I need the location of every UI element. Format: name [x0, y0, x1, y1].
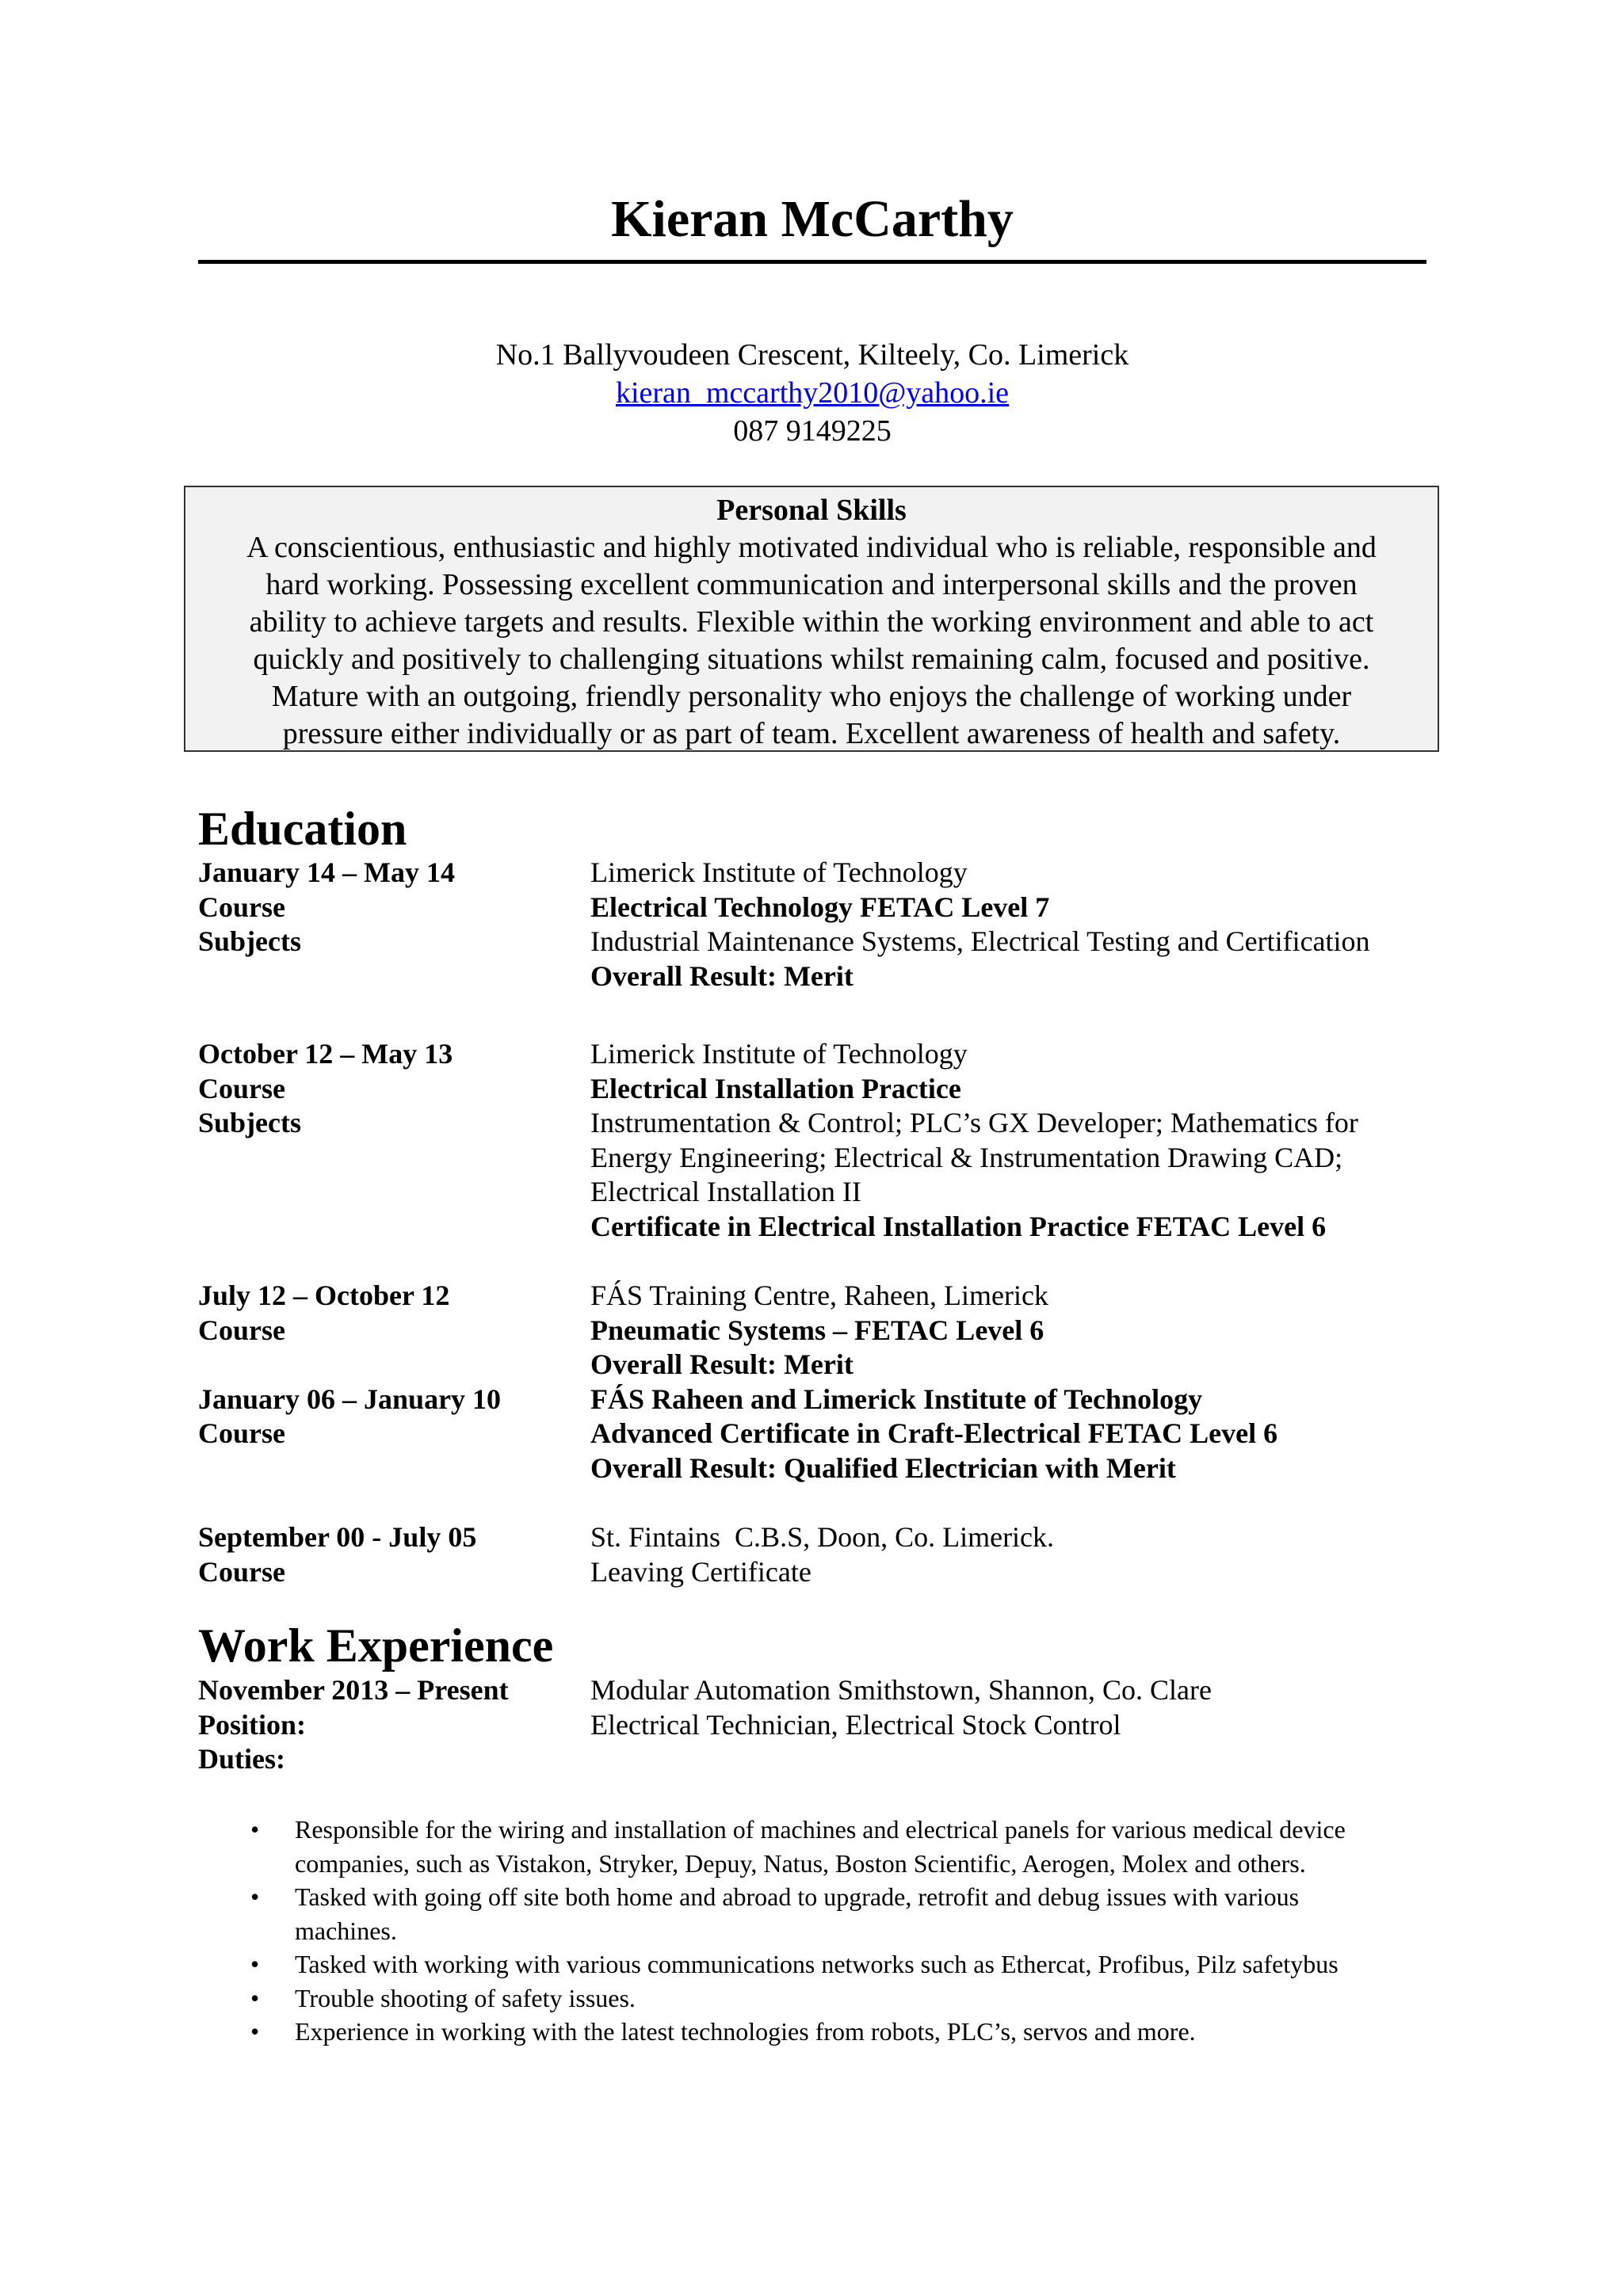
row-value: Pneumatic Systems – FETAC Level 6 [590, 1314, 1044, 1346]
row-label: Course [198, 1417, 285, 1449]
row-value: Advanced Certificate in Craft-Electrical FETAC Level 6 [590, 1417, 1278, 1449]
education-heading: Education [198, 803, 407, 855]
row-label [198, 1348, 590, 1383]
personal-skills-box [184, 486, 1439, 752]
education-row [198, 1141, 1466, 1176]
row-value: Electrical Installation Practice [590, 1072, 961, 1104]
row-value: FÁS Training Centre, Raheen, Limerick [590, 1280, 1048, 1311]
education-entry [198, 1520, 1466, 1589]
duty-line: Trouble shooting of safety issues. [295, 1983, 636, 2012]
row-label: November 2013 – Present [198, 1674, 509, 1706]
education-entry [198, 1037, 1466, 1244]
row-value: Modular Automation Smithstown, Shannon, Co. Clare [590, 1674, 1212, 1706]
row-label: Course [198, 1314, 285, 1346]
education-entry [198, 856, 1466, 994]
row-label: October 12 – May 13 [198, 1038, 453, 1070]
personal-skills-line: pressure either individually or as part of team. Excellent awareness of health and safety. [282, 717, 1341, 750]
education-row [198, 1451, 1466, 1486]
personal-skills-line: A conscientious, enthusiastic and highly motivated individual who is reliable, responsible and [246, 531, 1377, 564]
row-value: FÁS Raheen and Limerick Institute of Technology [590, 1383, 1203, 1415]
duty-item [246, 2015, 1450, 2049]
row-label: Duties: [198, 1743, 285, 1775]
bullet-icon: • [250, 2017, 260, 2046]
row-value: Certificate in Electrical Installation Practice FETAC Level 6 [590, 1210, 1327, 1242]
duty-line: Tasked with working with various communications networks such as Ethercat, Profibus, Pilz safetybus [295, 1950, 1338, 1978]
education-row [198, 1037, 1466, 1072]
row-label [198, 959, 590, 994]
duty-item [246, 1813, 1450, 1880]
personal-skills-line: ability to achieve targets and results. Flexible within the working environment and able to act [249, 605, 1374, 639]
row-label: Subjects [198, 925, 302, 957]
duty-line: Tasked with going off site both home and abroad to upgrade, retrofit and debug issues with various [295, 1882, 1300, 1911]
work-row [198, 1708, 1466, 1743]
education-row [198, 1520, 1466, 1555]
row-label [198, 1210, 590, 1245]
row-value: Electrical Installation II [590, 1176, 861, 1207]
bullet-icon: • [250, 1983, 260, 2012]
personal-skills-line: Mature with an outgoing, friendly personality who enjoys the challenge of working under [271, 680, 1352, 713]
education-row [198, 1383, 1466, 1417]
work-row [198, 1673, 1466, 1708]
row-label: January 06 – January 10 [198, 1383, 502, 1415]
candidate-name: Kieran McCarthy [611, 190, 1014, 248]
row-value: Overall Result: Qualified Electrician with Merit [590, 1451, 1176, 1484]
personal-skills-heading: Personal Skills [716, 494, 907, 527]
row-label: July 12 – October 12 [198, 1280, 450, 1311]
personal-skills-line: hard working. Possessing excellent communication and interpersonal skills and the proven [265, 568, 1358, 601]
row-value: Limerick Institute of Technology [590, 856, 968, 888]
contact-block [198, 336, 1426, 450]
bullet-icon: • [250, 1882, 260, 1911]
row-value: Overall Result: Merit [590, 1348, 854, 1380]
bullet-icon: • [250, 1950, 260, 1978]
education-row [198, 959, 1466, 994]
row-value: Overall Result: Merit [590, 959, 854, 992]
row-label: Course [198, 1555, 285, 1588]
phone-number: 087 9149225 [733, 414, 892, 448]
duty-line: machines. [295, 1916, 397, 1945]
work-row [198, 1742, 1466, 1777]
address: No.1 Ballyvoudeen Crescent, Kilteely, Co. Limerick [495, 338, 1129, 372]
row-label [198, 1451, 590, 1486]
email-link[interactable]: kieran_mccarthy2010@yahoo.ie [615, 376, 1010, 410]
row-value: Limerick Institute of Technology [590, 1038, 968, 1070]
duty-item [246, 1981, 1450, 2016]
row-label: Subjects [198, 1107, 302, 1138]
work-experience-heading: Work Experience [198, 1619, 554, 1672]
education-row [198, 1279, 1466, 1314]
education-row [198, 925, 1466, 959]
row-value: Electrical Technician, Electrical Stock Control [590, 1708, 1121, 1741]
row-label: Course [198, 891, 285, 923]
education-row [198, 891, 1466, 925]
row-label: January 14 – May 14 [198, 856, 455, 888]
duties-list [246, 1813, 1450, 2049]
education-row [198, 1348, 1466, 1383]
row-value: Energy Engineering; Electrical & Instrumentation Drawing CAD; [590, 1141, 1343, 1173]
education-row [198, 1106, 1466, 1141]
duty-item [246, 1880, 1450, 1947]
personal-skills-line: quickly and positively to challenging situations whilst remaining calm, focused and positive. [253, 643, 1370, 676]
duty-line: Responsible for the wiring and installation of machines and electrical panels for various medical device [295, 1815, 1346, 1844]
work-entry [198, 1673, 1466, 1777]
education-entry [198, 1279, 1466, 1486]
row-label: September 00 - July 05 [198, 1521, 477, 1553]
name-underline [198, 260, 1426, 264]
duty-line: Experience in working with the latest technologies from robots, PLC’s, servos and more. [295, 2017, 1196, 2046]
education-row [198, 1175, 1466, 1210]
education-row [198, 1072, 1466, 1107]
bullet-icon: • [250, 1815, 260, 1844]
education-row [198, 856, 1466, 891]
row-value: Leaving Certificate [590, 1555, 812, 1588]
education-row [198, 1210, 1466, 1245]
row-label [198, 1141, 590, 1176]
row-label: Position: [198, 1708, 307, 1741]
row-value: St. Fintains C.B.S, Doon, Co. Limerick. [590, 1521, 1055, 1553]
row-label: Course [198, 1072, 285, 1104]
row-value: Instrumentation & Control; PLC’s GX Developer; Mathematics for [590, 1107, 1358, 1138]
duty-item [246, 1947, 1450, 1981]
row-label [198, 1175, 590, 1210]
row-value [590, 1742, 1466, 1777]
row-value: Industrial Maintenance Systems, Electrical Testing and Certification [590, 925, 1370, 957]
education-row [198, 1314, 1466, 1348]
duty-line: companies, such as Vistakon, Stryker, Depuy, Natus, Boston Scientific, Aerogen, Molex and others. [295, 1848, 1306, 1878]
education-row [198, 1417, 1466, 1451]
row-value: Electrical Technology FETAC Level 7 [590, 891, 1050, 923]
education-row [198, 1555, 1466, 1590]
